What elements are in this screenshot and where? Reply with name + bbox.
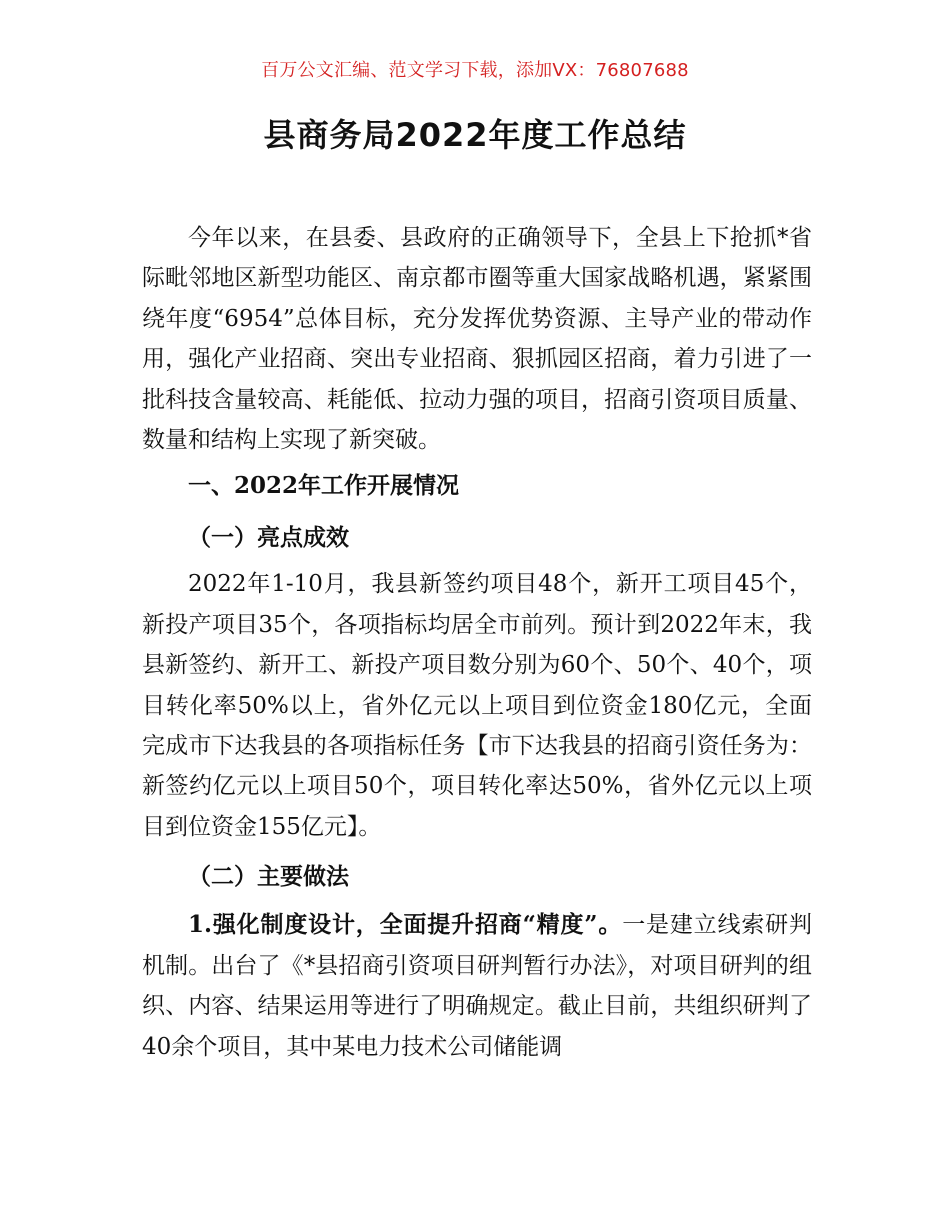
subsection-heading-1: （一）亮点成效 <box>188 524 349 552</box>
document-body <box>142 218 812 1067</box>
subsection-heading-2: （二）主要做法 <box>188 863 349 891</box>
measure-item-1 <box>142 905 812 1067</box>
measure-item-1-text: 一是建立线索研判机制。出台了《*县招商引资项目研判暂行办法》，对项目研判的组织、内容、结果运用等进行了明确规定。截止目前，共组织研判了40余个项目，其中某电力技术公司储能调 <box>142 912 812 1060</box>
document-title: 县商务局2022年度工作总结 <box>263 116 687 154</box>
section-heading-1: 一、2022年工作开展情况 <box>188 472 460 500</box>
intro-paragraph: 今年以来，在县委、县政府的正确领导下，全县上下抢抓*省际毗邻地区新型功能区、南京都市圈等重大国家战略机遇，紧紧围绕年度“6954”总体目标，充分发挥优势资源、主导产业的带动作用，强化产业招商、突出专业招商、狠抓园区招商，着力引进了一批科技含量较高、耗能低、拉动力强的项目，招商引资项目质量、数量和结构上实现了新突破。 <box>142 225 812 454</box>
watermark-banner: 百万公文汇编、范文学习下载，添加VX：76807688 <box>261 60 689 81</box>
measure-item-1-lead: 1.强化制度设计，全面提升招商“精度”。 <box>188 911 623 939</box>
highlights-paragraph: 2022年1-10月，我县新签约项目48个，新开工项目45个，新投产项目35个，各项指标均居全市前列。预计到2022年末，我县新签约、新开工、新投产项目数分别为60个、50个、40个，项目转化率50%以上，省外亿元以上项目到位资金180亿元，全面完成市下达我县的各项指标任务【市下达我县的招商引资任务为：新签约亿元以上项目50个，项目转化率达50%，省外亿元以上项目到位资金155亿元】。 <box>142 571 812 840</box>
